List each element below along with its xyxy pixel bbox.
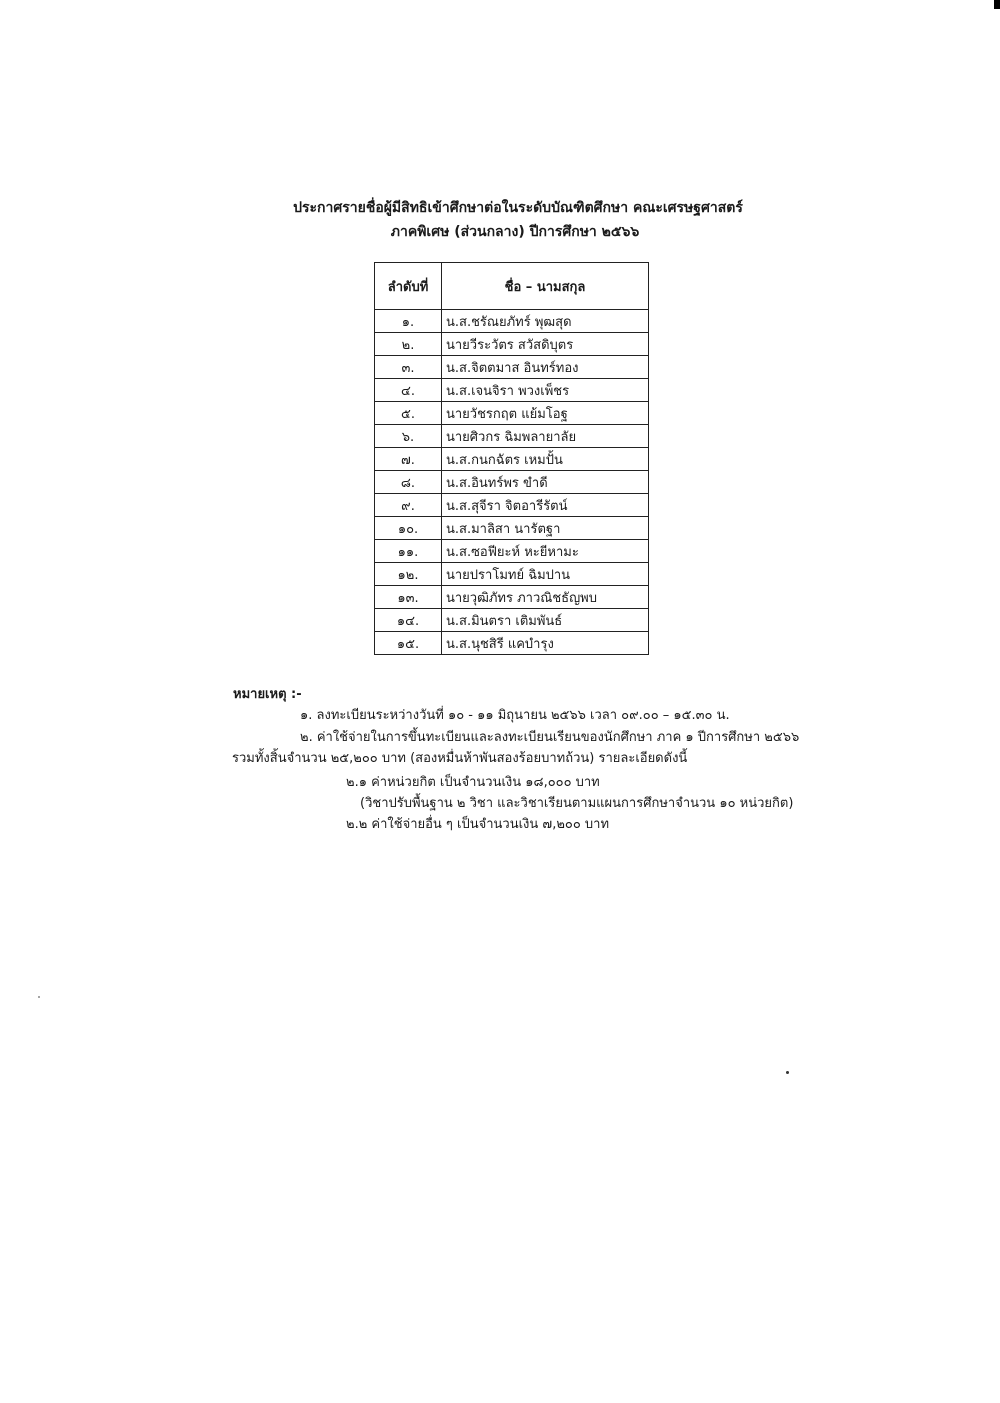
table-row bbox=[375, 333, 649, 356]
row-full-name: น.ส.มาลิสา นารัตฐา bbox=[442, 517, 649, 540]
row-full-name: นายวีระวัตร สวัสดิบุตร bbox=[442, 333, 649, 356]
table-row bbox=[375, 517, 649, 540]
row-number: ๑๒. bbox=[375, 563, 442, 586]
row-full-name: น.ส.กนกฉัตร เหมปั้น bbox=[442, 448, 649, 471]
scan-speck bbox=[786, 1071, 789, 1074]
row-number: ๔. bbox=[375, 379, 442, 402]
row-number: ๙. bbox=[375, 494, 442, 517]
note-item-2: ๒. ค่าใช้จ่ายในการขึ้นทะเบียนและลงทะเบียนเรียนของนักศึกษา ภาค ๑ ปีการศึกษา ๒๕๖๖ bbox=[300, 730, 800, 745]
table-row bbox=[375, 471, 649, 494]
note-item-2-1-detail: (วิชาปรับพื้นฐาน ๒ วิชา และวิชาเรียนตามแผนการศึกษาจำนวน ๑๐ หน่วยกิต) bbox=[360, 796, 794, 811]
row-full-name: น.ส.สุจีรา จิตอารีรัตน์ bbox=[442, 494, 649, 517]
row-number: ๗. bbox=[375, 448, 442, 471]
table-row bbox=[375, 402, 649, 425]
name-list-table bbox=[374, 262, 649, 655]
row-number: ๑. bbox=[375, 310, 442, 333]
table-body bbox=[375, 310, 649, 655]
column-header-name: ชื่อ – นามสกุล bbox=[442, 263, 649, 310]
table-row bbox=[375, 494, 649, 517]
row-number: ๑๔. bbox=[375, 609, 442, 632]
scan-speck bbox=[38, 996, 40, 998]
table-row bbox=[375, 609, 649, 632]
scan-corner-mark bbox=[994, 0, 1000, 9]
note-item-2-1: ๒.๑ ค่าหน่วยกิต เป็นจำนวนเงิน ๑๘,๐๐๐ บาท bbox=[346, 775, 600, 790]
note-item-2-continuation: รวมทั้งสิ้นจำนวน ๒๕,๒๐๐ บาท (สองหมื่นห้าพันสองร้อยบาทถ้วน) รายละเอียดดังนี้ bbox=[232, 751, 688, 766]
row-full-name: น.ส.จิตตมาส อินทร์ทอง bbox=[442, 356, 649, 379]
note-item-2-2: ๒.๒ ค่าใช้จ่ายอื่น ๆ เป็นจำนวนเงิน ๗,๒๐๐ บาท bbox=[346, 817, 610, 832]
table-row bbox=[375, 586, 649, 609]
row-full-name: น.ส.ซอฟียะห์ หะยีหามะ bbox=[442, 540, 649, 563]
page-title-line-2: ภาคพิเศษ (ส่วนกลาง) ปีการศึกษา ๒๕๖๖ bbox=[390, 224, 640, 240]
table-header-row bbox=[375, 263, 649, 310]
row-full-name: น.ส.เจนจิรา พวงเพ็ชร bbox=[442, 379, 649, 402]
row-full-name: น.ส.มินตรา เติมพันธ์ bbox=[442, 609, 649, 632]
row-number: ๓. bbox=[375, 356, 442, 379]
table-row bbox=[375, 310, 649, 333]
row-full-name: น.ส.นุชสิรี แคบำรุง bbox=[442, 632, 649, 655]
table-row bbox=[375, 632, 649, 655]
table-row bbox=[375, 540, 649, 563]
table-row bbox=[375, 425, 649, 448]
row-number: ๑๐. bbox=[375, 517, 442, 540]
row-full-name: นายปราโมทย์ ฉิมปาน bbox=[442, 563, 649, 586]
row-number: ๑๓. bbox=[375, 586, 442, 609]
row-number: ๑๕. bbox=[375, 632, 442, 655]
row-full-name: นายศิวกร ฉิมพลายาลัย bbox=[442, 425, 649, 448]
note-item-1: ๑. ลงทะเบียนระหว่างวันที่ ๑๐ - ๑๑ มิถุนายน ๒๕๖๖ เวลา ๐๙.๐๐ – ๑๕.๓๐ น. bbox=[300, 708, 730, 723]
column-header-number: ลำดับที่ bbox=[375, 263, 442, 310]
table-row bbox=[375, 448, 649, 471]
row-full-name: น.ส.ชรัณยภัทร์ พุฒสุด bbox=[442, 310, 649, 333]
page-title-line-1: ประกาศรายชื่อผู้มีสิทธิเข้าศึกษาต่อในระดับบัณฑิตศึกษา คณะเศรษฐศาสตร์ bbox=[293, 200, 743, 216]
row-number: ๑๑. bbox=[375, 540, 442, 563]
table-row bbox=[375, 356, 649, 379]
row-number: ๘. bbox=[375, 471, 442, 494]
table-row bbox=[375, 563, 649, 586]
row-full-name: น.ส.อินทร์พร ขำดี bbox=[442, 471, 649, 494]
row-number: ๖. bbox=[375, 425, 442, 448]
row-full-name: นายวัชรกฤต แย้มโอฐ bbox=[442, 402, 649, 425]
row-full-name: นายวุฒิภัทร ภาวณิชธัญพบ bbox=[442, 586, 649, 609]
row-number: ๒. bbox=[375, 333, 442, 356]
table-row bbox=[375, 379, 649, 402]
notes-title: หมายเหตุ :- bbox=[233, 687, 302, 702]
row-number: ๕. bbox=[375, 402, 442, 425]
